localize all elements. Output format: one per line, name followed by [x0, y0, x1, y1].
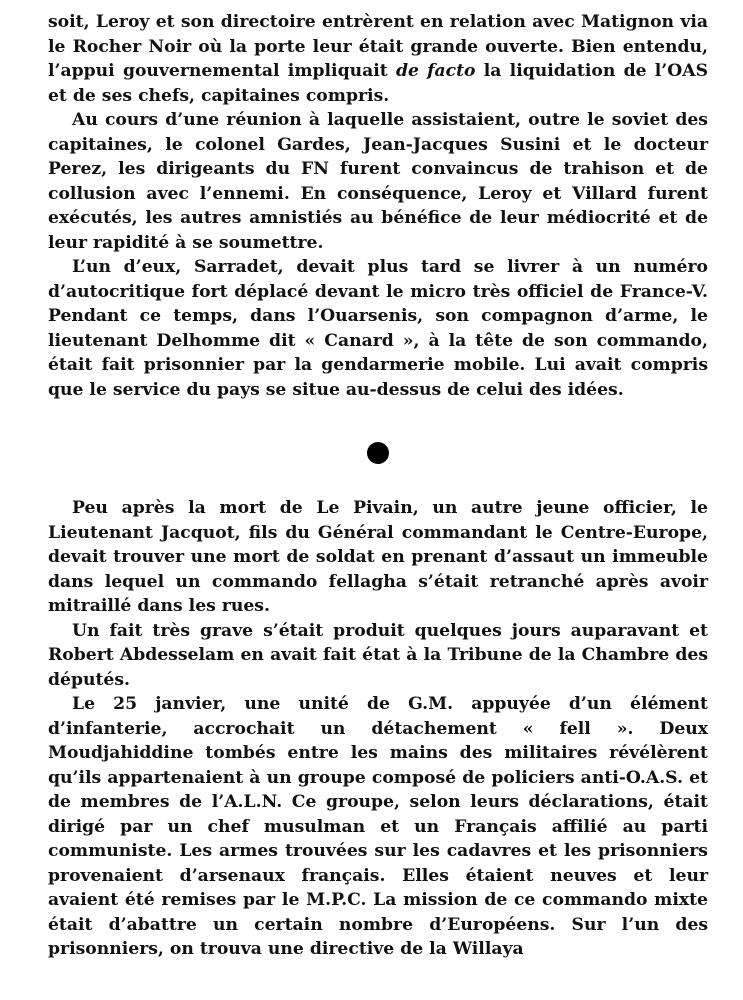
paragraph-2: Au cours d’une réunion à laquelle assistaient, outre le soviet des capitaines, le colonel Gardes, Jean-Jacques Susini et le docteur Perez, les dirigeants du FN furent convaincus de trahison et de collusion avec l’ennemi. En conséquence, Leroy et Villard furent exécutés, les autres amnistiés au bénéfice de leur médiocrité et de leur rapidité à se soumettre. — [48, 110, 708, 253]
paragraph-4: Peu après la mort de Le Pivain, un autre jeune officier, le Lieutenant Jacquot, fils du Général commandant le Centre-Europe, devait trouver une mort de soldat en prenant d’assaut un immeuble dans lequel un commando fellagha s’était retranché après avoir mitraillé dans les rues. — [48, 498, 708, 616]
paragraph-1-italic: de facto — [395, 61, 476, 81]
text-section-1 — [48, 10, 708, 402]
paragraph-3: L’un d’eux, Sarradet, devait plus tard se livrer à un numéro d’autocritique fort déplacé devant le micro très officiel de France-V. Pendant ce temps, dans l’Ouarsenis, son compagnon d’arme, le lieutenant Delhomme dit « Canard », à la tête de son commando, était fait prisonnier par la gendarmerie mobile. Lui avait compris que le service du pays se situe au-dessus de celui des idées. — [48, 257, 708, 400]
book-page — [48, 10, 708, 962]
paragraph-1-part-b: la liquidation de l’OAS et de ses chefs, capitaines compris. — [48, 61, 708, 106]
paragraph-6: Le 25 janvier, une unité de G.M. appuyée d’un élément d’infanterie, accrochait un détachement « fell ». Deux Moudjahiddine tombés entre les mains des militaires révélèrent qu’ils appartenaient à un groupe composé de policiers anti-O.A.S. et de membres de l’A.L.N. Ce groupe, selon leurs déclarations, était dirigé par un chef musulman et un Français affilié au parti communiste. Les armes trouvées sur les cadavres et les prisonniers provenaient d’arsenaux français. Elles étaient neuves et leur avaient été remises par le M.P.C. La mission de ce commando mixte était d’abattre un certain nombre d’Européens. Sur l’un des prisonniers, on trouva une directive de la Willaya — [48, 694, 708, 959]
section-divider — [48, 402, 708, 496]
text-section-2 — [48, 496, 708, 962]
paragraph-1 — [48, 10, 708, 108]
paragraph-5: Un fait très grave s’était produit quelques jours auparavant et Robert Abdesselam en avait fait état à la Tribune de la Chambre des députés. — [48, 620, 708, 690]
paragraph-1-part-a: soit, Leroy et son directoire entrèrent en relation avec Matignon via le Rocher Noir où la porte leur était grande ouverte. Bien entendu, l’appui gouvernemental impliquait — [48, 12, 708, 81]
section-bullet-icon — [367, 442, 389, 464]
